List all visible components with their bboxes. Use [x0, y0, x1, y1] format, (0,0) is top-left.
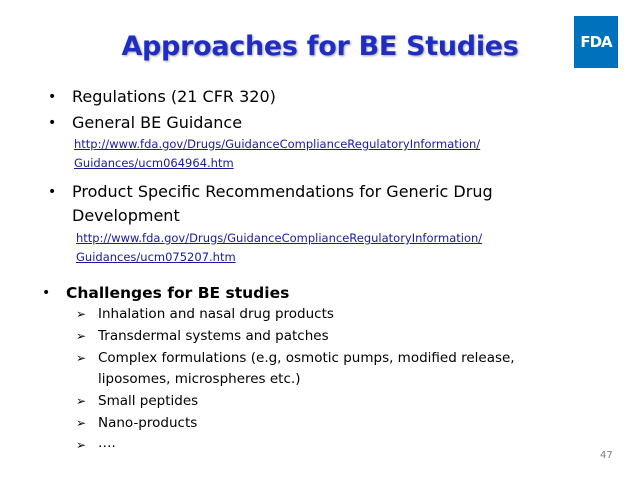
- link-general-guidance-line2[interactable]: Guidances/ucm064964.htm: [74, 156, 234, 170]
- challenge-item-continued: liposomes, microspheres etc.): [98, 371, 301, 387]
- fda-logo-text: FDA: [580, 33, 612, 51]
- arrow-bullet-icon: ➢: [76, 416, 87, 430]
- link-product-specific-line1[interactable]: http://www.fda.gov/Drugs/GuidanceComplianceRegulatoryInformation/: [76, 231, 483, 245]
- fda-logo: [574, 16, 618, 68]
- bullet-icon: •: [48, 184, 57, 200]
- challenge-item: ….: [98, 435, 116, 451]
- challenge-item: Nano-products: [98, 415, 198, 431]
- arrow-bullet-icon: ➢: [76, 307, 87, 321]
- bullet-product-specific-line2: Development: [72, 206, 180, 225]
- arrow-bullet-icon: ➢: [76, 329, 87, 343]
- link-product-specific-line2[interactable]: Guidances/ucm075207.htm: [76, 250, 236, 264]
- link-general-guidance-line1[interactable]: http://www.fda.gov/Drugs/GuidanceComplianceRegulatoryInformation/: [74, 137, 481, 151]
- arrow-bullet-icon: ➢: [76, 351, 87, 365]
- arrow-bullet-icon: ➢: [76, 394, 87, 408]
- challenges-heading: Challenges for BE studies: [66, 284, 290, 302]
- bullet-general-be-guidance: General BE Guidance: [72, 113, 243, 132]
- slide-title: Approaches for BE Studies: [121, 31, 519, 62]
- bullet-icon: •: [42, 285, 51, 301]
- bullet-product-specific-line1: Product Specific Recommendations for Generic Drug: [72, 182, 493, 201]
- bullet-regulations: Regulations (21 CFR 320): [72, 87, 276, 106]
- arrow-bullet-icon: ➢: [76, 438, 87, 452]
- challenge-item: Transdermal systems and patches: [98, 328, 329, 344]
- challenge-item: Complex formulations (e.g, osmotic pumps, modified release,: [98, 350, 515, 366]
- challenge-item: Inhalation and nasal drug products: [98, 306, 334, 322]
- page-number: 47: [600, 450, 613, 461]
- bullet-icon: •: [48, 89, 57, 105]
- bullet-icon: •: [48, 115, 57, 131]
- challenge-item: Small peptides: [98, 393, 199, 409]
